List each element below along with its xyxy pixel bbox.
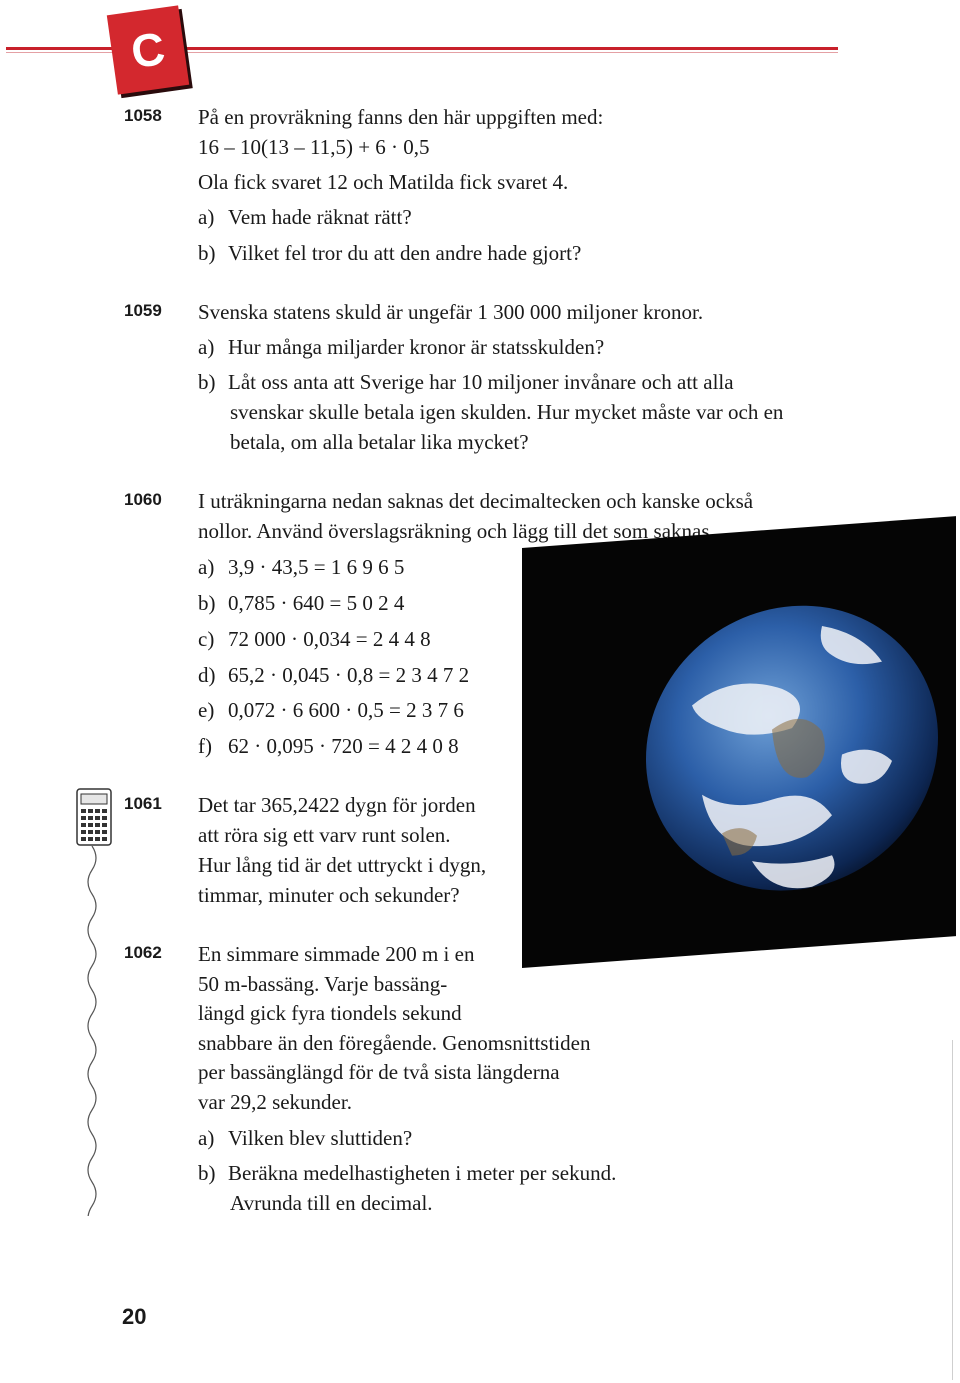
problem-number: 1061 [124,794,162,813]
part-text: 3,9 · 43,5 = 1 6 9 6 5 [228,555,405,579]
earth-globe-icon [522,516,956,968]
problem-text: Svenska statens skuld är ungefär 1 300 000 miljoner kronor. [198,300,704,324]
problem-text: En simmare simmade 200 m i en [198,942,475,966]
part-label: a) [198,555,215,579]
earth-photo [522,516,956,968]
part-continuation: betala, om alla betalar lika mycket? [230,430,529,454]
problem-text: På en provräkning fanns den här uppgiften med: [198,105,604,129]
problem-part-c [198,624,431,654]
problem-part-f [198,731,459,761]
problem-text: Hur lång tid är det uttryckt i dygn, [198,853,487,877]
part-label: a) [198,335,215,359]
part-continuation: svenskar skulle betala igen skulden. Hur mycket måste var och en [230,400,784,424]
problem-number: 1059 [124,301,162,320]
part-text: Låt oss anta att Sverige har 10 miljoner invånare och att alla [228,370,734,394]
part-label: b) [198,591,216,615]
part-text: 0,072 · 6 600 · 0,5 = 2 3 7 6 [228,698,464,722]
part-label: b) [198,241,216,265]
problem-text: Ola fick svaret 12 och Matilda fick svaret 4. [198,170,569,194]
problem-part-b [198,367,734,397]
part-label: d) [198,663,216,687]
page-number: 20 [122,1304,147,1329]
problem-text: 50 m-bassäng. Varje bassäng- [198,972,448,996]
margin-spiral-decoration [82,846,102,1216]
problem-part-a [198,332,604,362]
problem-text: var 29,2 sekunder. [198,1090,352,1114]
part-text: Vilket fel tror du att den andre hade gjort? [228,241,582,265]
part-text: 72 000 · 0,034 = 2 4 4 8 [228,627,431,651]
problem-part-a [198,202,412,232]
problem-text: längd gick fyra tiondels sekund [198,1001,462,1025]
problem-part-d [198,660,469,690]
problem-part-b [198,588,404,618]
part-label: a) [198,205,215,229]
chapter-badge [107,5,189,94]
part-text: Hur många miljarder kronor är statsskulden? [228,335,605,359]
chapter-letter: C [127,21,169,79]
problem-text: snabbare än den föregående. Genomsnittstiden [198,1031,591,1055]
problem-text: I uträkningarna nedan saknas det decimaltecken och kanske också [198,489,754,513]
page-edge-line [952,1040,953,1380]
problem-part-e [198,695,464,725]
problem-number: 1058 [124,106,162,125]
part-text: Vilken blev sluttiden? [228,1126,413,1150]
part-text: Vem hade räknat rätt? [228,205,412,229]
part-text: 65,2 · 0,045 · 0,8 = 2 3 4 7 2 [228,663,470,687]
problem-text: timmar, minuter och sekunder? [198,883,460,907]
part-label: f) [198,734,212,758]
problem-part-a [198,1123,412,1153]
problem-text: per bassänglängd för de två sista längderna [198,1060,560,1084]
problem-text: Det tar 365,2422 dygn för jorden [198,793,476,817]
problem-part-b [198,238,581,268]
calculator-icon [76,788,112,846]
part-text: 62 · 0,095 · 720 = 4 2 4 0 8 [228,734,459,758]
problem-expression: 16 – 10(13 – 11,5) + 6 · 0,5 [198,135,430,159]
part-text: 0,785 · 640 = 5 0 2 4 [228,591,405,615]
part-label: b) [198,370,216,394]
problem-text: att röra sig ett varv runt solen. [198,823,451,847]
problem-number: 1062 [124,943,162,962]
problem-number: 1060 [124,490,162,509]
problem-part-a [198,552,404,582]
part-label: b) [198,1161,216,1185]
part-label: c) [198,627,215,651]
part-label: a) [198,1126,215,1150]
problem-text: nollor. Använd överslagsräkning och lägg till det som saknas. [198,519,715,543]
problem-part-b [198,1158,616,1188]
part-continuation: Avrunda till en decimal. [230,1191,433,1215]
part-label: e) [198,698,215,722]
part-text: Beräkna medelhastigheten i meter per sekund. [228,1161,617,1185]
